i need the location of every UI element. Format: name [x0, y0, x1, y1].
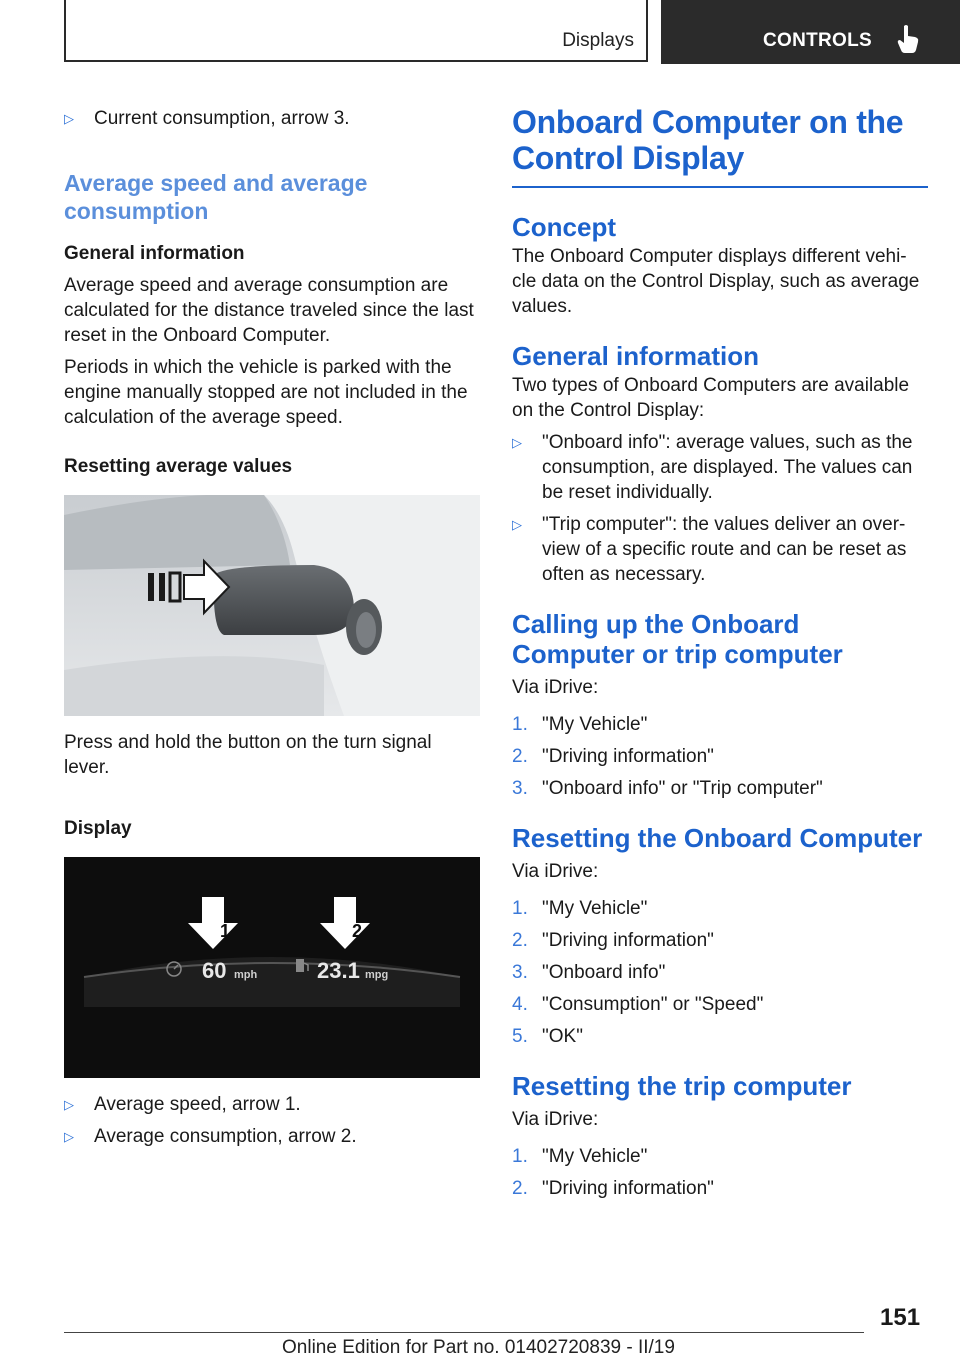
footer-divider: [64, 1332, 864, 1333]
list-item: 1. "My Vehicle": [512, 714, 648, 735]
section-heading: General information: [512, 341, 760, 371]
section-heading: Resetting the trip computer: [512, 1071, 852, 1101]
bullet-item: ▷ "Trip computer": the values deliver an over‐view of a specific route and can be reset as often as necessary.: [512, 514, 907, 585]
average-consumption-unit: mpg: [365, 969, 389, 981]
paragraph: Via iDrive:: [512, 1109, 599, 1130]
paragraph: Via iDrive:: [512, 677, 599, 698]
right-column: [512, 100, 928, 1201]
fuel-pump-icon: [296, 959, 304, 972]
title-divider: [512, 186, 928, 188]
paragraph: The Onboard Computer displays different vehi‐cle data on the Control Display, such as average values.: [512, 246, 920, 317]
page-title: Onboard Computer on the Control Display: [512, 104, 904, 176]
page-number: 151: [880, 1304, 921, 1331]
triangle-bullet-icon: ▷: [512, 435, 522, 450]
list-item: 1. "My Vehicle": [512, 1146, 648, 1167]
average-consumption-value: 23.1: [317, 958, 360, 983]
instrument-display-illustration: [64, 857, 480, 1078]
paragraph: Via iDrive:: [512, 861, 599, 882]
section-heading: Average speed and average consumption: [64, 170, 368, 224]
subheading: Resetting average values: [64, 456, 293, 477]
header-section-box: [64, 0, 648, 62]
list-item: 4. "Consumption" or "Speed": [512, 994, 764, 1015]
triangle-bullet-icon: ▷: [64, 1129, 74, 1144]
subheading: General information: [64, 243, 245, 264]
list-item: 2. "Driving information": [512, 746, 714, 767]
turn-signal-lever-illustration: [64, 495, 480, 716]
pointing-hand-icon: [895, 24, 921, 54]
section-heading: Calling up the Onboard Computer or trip computer: [512, 609, 843, 669]
subheading: Display: [64, 818, 132, 839]
triangle-bullet-icon: ▷: [64, 1097, 74, 1112]
arrow-2-label: 2: [352, 921, 363, 941]
bullet-item: ▷ Average speed, arrow 1.: [64, 1094, 301, 1115]
average-speed-unit: mph: [234, 969, 258, 981]
header-chapter-box: [661, 0, 960, 64]
list-item: 3. "Onboard info": [512, 962, 666, 983]
image-caption: Press and hold the button on the turn signal lever.: [64, 732, 432, 778]
left-column: [64, 100, 480, 1149]
list-item: 2. "Driving information": [512, 1178, 714, 1199]
paragraph: Average speed and average consumption are calculated for the distance traveled since the last reset in the Onboard Computer.: [64, 275, 474, 346]
triangle-bullet-icon: ▷: [64, 111, 74, 126]
bullet-item: ▷ Average consumption, arrow 2.: [64, 1126, 357, 1147]
list-item: 5. "OK": [512, 1026, 583, 1047]
list-item: 3. "Onboard info" or "Trip computer": [512, 778, 823, 799]
list-item: 2. "Driving information": [512, 930, 714, 951]
section-heading: Concept: [512, 212, 616, 242]
bullet-item: ▷ "Onboard info": average values, such as the consumption, are displayed. The values can be reset individually.: [512, 432, 913, 503]
paragraph: Periods in which the vehicle is parked with the engine manually stopped are not included in the calculation of the average speed.: [64, 357, 468, 428]
footer-edition: Online Edition for Part no. 01402720839 - II/19: [282, 1337, 675, 1358]
average-speed-value: 60: [202, 958, 227, 983]
list-item: 1. "My Vehicle": [512, 898, 648, 919]
triangle-bullet-icon: ▷: [512, 517, 522, 532]
paragraph: Two types of Onboard Computers are available on the Control Display:: [512, 375, 910, 421]
bullet-item: ▷ Current consumption, arrow 3.: [64, 108, 350, 129]
arrow-1-label: 1: [220, 921, 231, 941]
header-section-title: Displays: [562, 30, 634, 51]
section-heading: Resetting the Onboard Computer: [512, 823, 923, 853]
header-chapter-title: CONTROLS: [763, 30, 873, 51]
